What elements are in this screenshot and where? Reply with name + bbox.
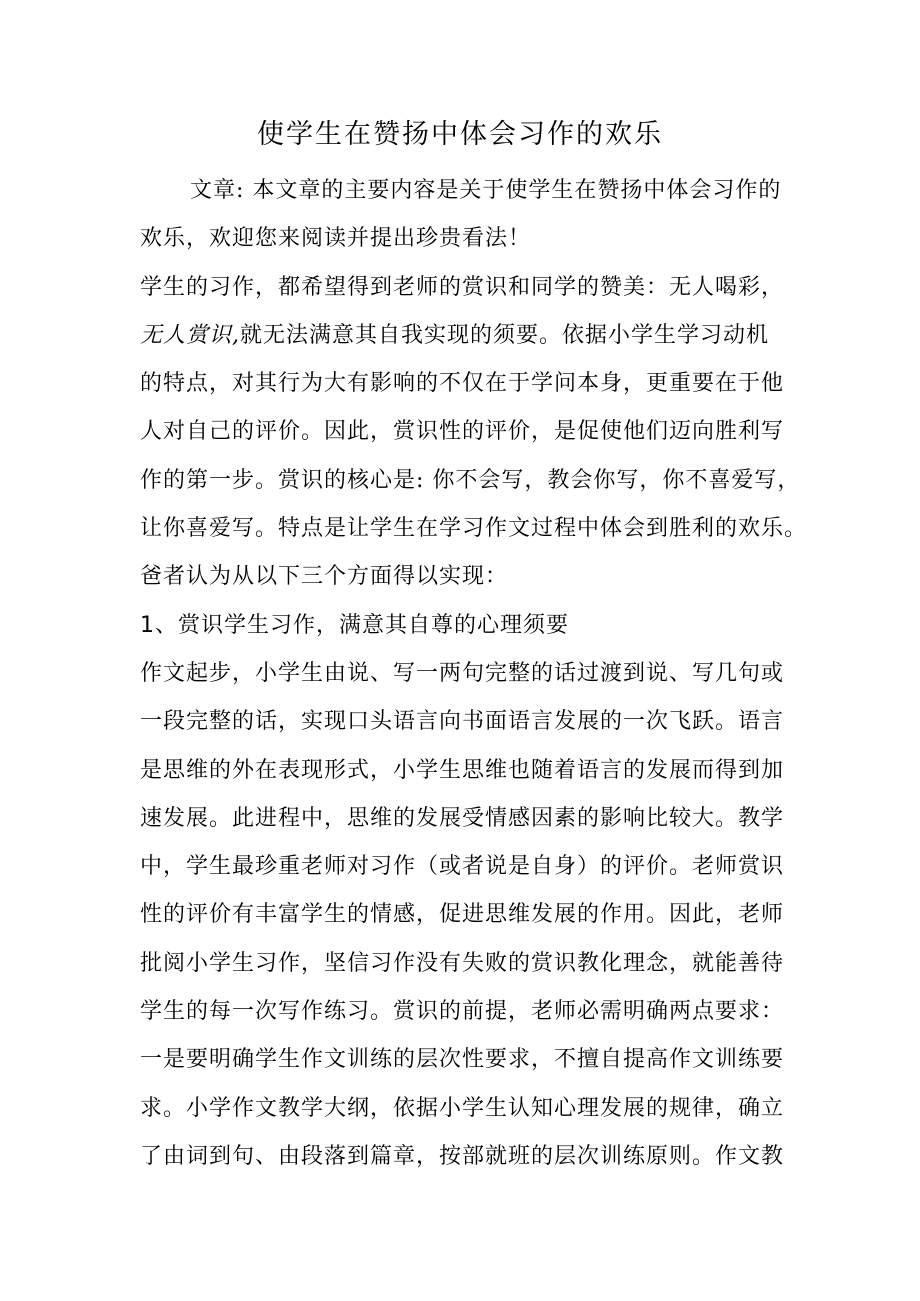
paragraph-line: 性的评价有丰富学生的情感，促进思维发展的作用。因此，老师	[140, 902, 785, 928]
line-continuation: 就无法满意其自我实现的须要。依据小学生学习动机	[240, 322, 770, 348]
paragraph-line: 爸者认为从以下三个方面得以实现：	[140, 564, 509, 590]
paragraph-line: 速发展。此进程中，思维的发展受情感因素的影响比较大。教学	[140, 805, 785, 831]
paragraph-line: 一段完整的话，实现口头语言向书面语言发展的一次飞跃。语言	[140, 709, 785, 735]
paragraph-line: 的特点，对其行为大有影响的不仅在于学问本身，更重要在于他	[140, 371, 785, 397]
paragraph-line: 作文起步，小学生由说、写一两句完整的话过渡到说、写几句或	[140, 660, 785, 686]
paragraph-line: 让你喜爱写。特点是让学生在学习作文过程中体会到胜利的欢乐。	[140, 516, 808, 542]
paragraph-line: 作的第一步。赏识的核心是: 你不会写，教会你写，你不喜爱写，	[140, 467, 801, 493]
paragraph-line	[140, 312, 800, 360]
paragraph-line: 学生的习作，都希望得到老师的赏识和同学的赞美：无人喝彩，	[140, 274, 785, 300]
paragraph-line: 是思维的外在表现形式，小学生思维也随着语言的发展而得到加	[140, 757, 785, 783]
paragraph-line: 学生的每一次写作练习。赏识的前提，老师必需明确两点要求：	[140, 999, 785, 1025]
paragraph-line: 文章: 本文章的主要内容是关于使学生在赞扬中体会习作的	[190, 178, 782, 203]
paragraph-line: 欢乐，欢迎您来阅读并提出珍贵看法！	[140, 226, 532, 252]
paragraph-line: 一是要明确学生作文训练的层次性要求，不擅自提高作文训练要	[140, 1047, 785, 1073]
paragraph-line: 中，学生最珍重老师对习作（或者说是自身）的评价。老师赏识	[140, 854, 785, 880]
paragraph-line: 了由词到句、由段落到篇章，按部就班的层次训练原则。作文教	[140, 1143, 785, 1169]
document-body	[140, 167, 808, 1181]
paragraph-line: 人对自己的评价。因此，赏识性的评价，是促使他们迈向胜利写	[140, 419, 785, 445]
italic-phrase: 无人赏识,	[140, 322, 240, 348]
section-heading: 1、赏识学生习作，满意其自尊的心理须要	[140, 612, 569, 638]
paragraph-line: 求。小学作文教学大纲，依据小学生认知心理发展的规律，确立	[140, 1095, 785, 1121]
document-title: 使学生在赞扬中体会习作的欢乐	[257, 119, 663, 150]
paragraph-line: 批阅小学生习作，坚信习作没有失败的赏识教化理念，就能善待	[140, 950, 785, 976]
